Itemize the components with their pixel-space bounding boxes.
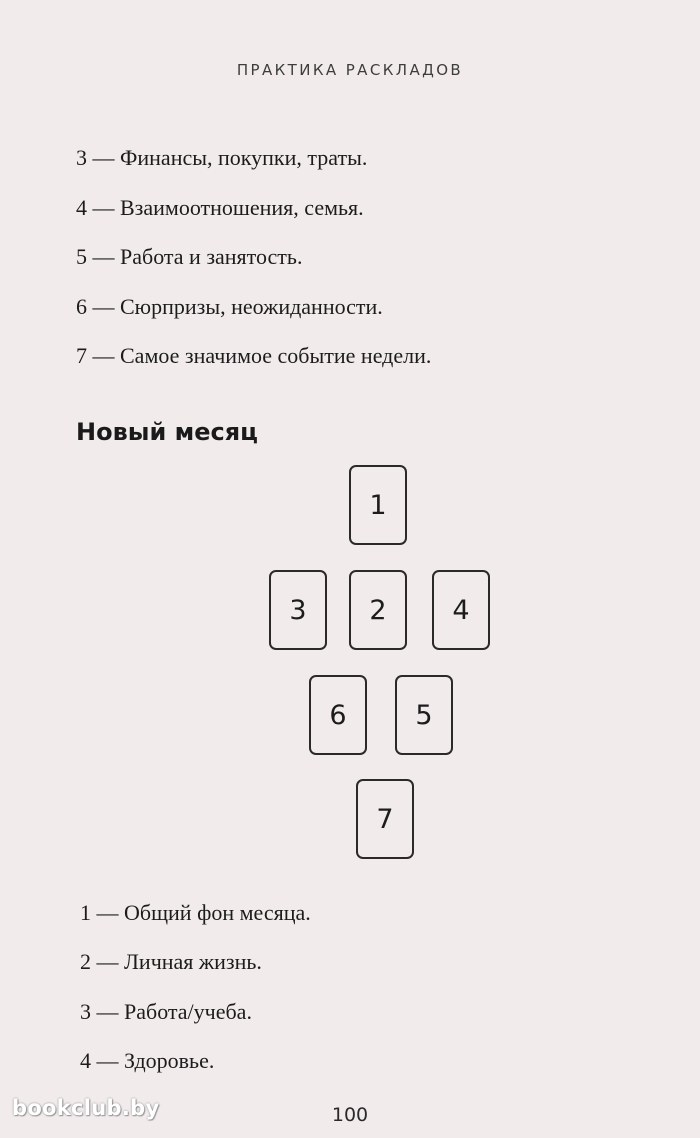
list-item: 1 — Общий фон месяца. [80,900,311,925]
section-title: Новый месяц [76,418,258,446]
list-item: 7 — Самое значимое событие недели. [76,343,432,368]
watermark: bookclub.by [12,1096,160,1120]
list-item: 5 — Работа и занятость. [76,244,303,269]
list-item: 4 — Здоровье. [80,1048,215,1073]
card-position-5: 5 [395,675,453,755]
page-number: 100 [331,1104,369,1126]
list-item: 6 — Сюрпризы, неожиданности. [76,294,383,319]
card-position-4: 4 [432,570,490,650]
card-position-3: 3 [269,570,327,650]
card-position-2: 2 [349,570,407,650]
list-item: 2 — Личная жизнь. [80,949,262,974]
list-item: 3 — Финансы, покупки, траты. [76,145,368,170]
card-position-7: 7 [356,779,414,859]
page-header: ПРАКТИКА РАСКЛАДОВ [236,61,464,79]
list-item: 3 — Работа/учеба. [80,999,252,1024]
card-position-1: 1 [349,465,407,545]
list-item: 4 — Взаимоотношения, семья. [76,195,364,220]
card-position-6: 6 [309,675,367,755]
